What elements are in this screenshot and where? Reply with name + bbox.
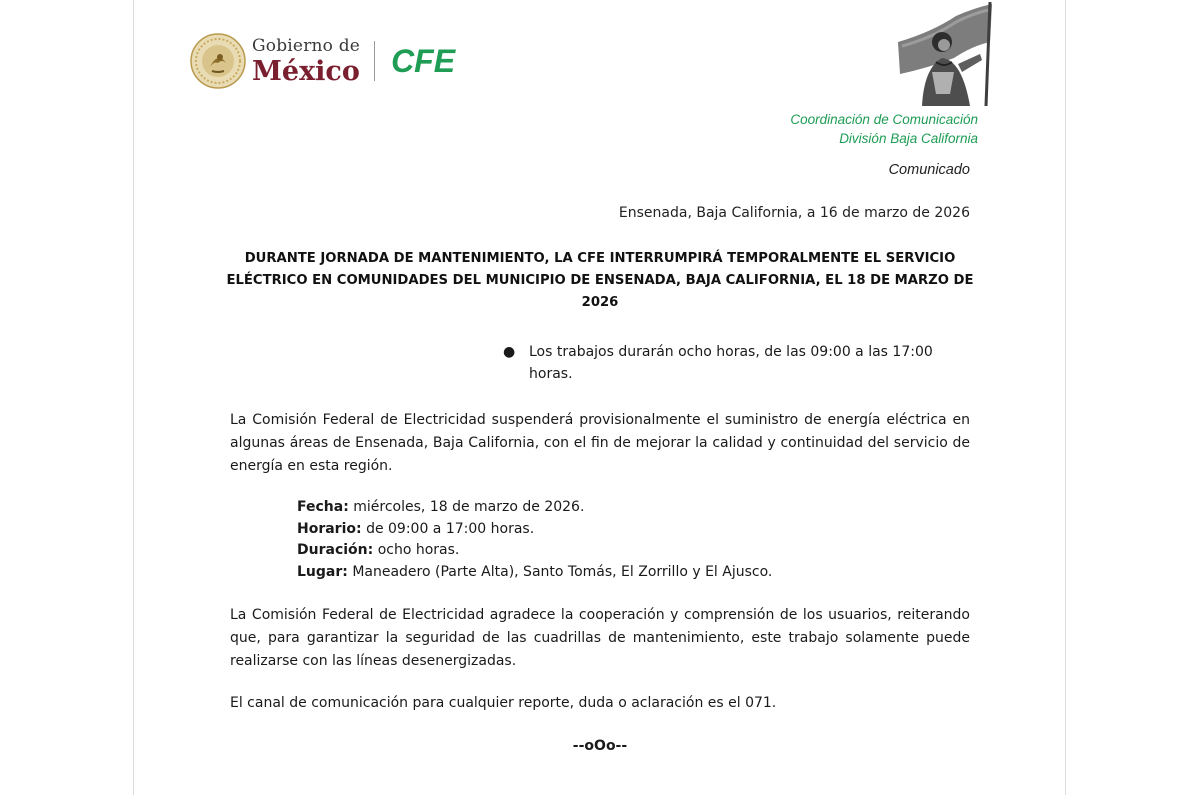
- closing-mark: --oOo--: [572, 738, 628, 754]
- detail-horario-value: de 09:00 a 17:00 horas.: [366, 520, 535, 537]
- mexican-seal-icon: [190, 33, 246, 89]
- office-line-2: División Baja California: [839, 131, 978, 146]
- detail-lugar-value: Maneadero (Parte Alta), Santo Tomás, El Zorrillo y El Ajusco.: [352, 563, 773, 580]
- detail-horario-label: Horario:: [297, 520, 362, 537]
- page-edge-right: [1065, 0, 1066, 795]
- detail-fecha-label: Fecha:: [297, 499, 349, 515]
- cfe-logo: CFE: [391, 42, 456, 79]
- detail-duracion-label: Duración:: [297, 542, 374, 558]
- detail-fecha: [297, 497, 772, 519]
- detail-horario: [297, 519, 772, 541]
- press-release-headline: DURANTE JORNADA DE MANTENIMIENTO, LA CFE INTERRUMPIRÁ TEMPORALMENTE EL SERVICIO ELÉCTRICO EN COMUNIDADES DEL MUNICIPIO DE ENSENADA, BAJA CALIFORNIA, EL 18 DE MARZO DE 2026: [226, 251, 974, 310]
- office-block: [790, 110, 978, 148]
- page-edge-left: [133, 0, 134, 795]
- mexico-label: México: [252, 55, 360, 87]
- heroine-flag-icon: [892, 2, 998, 106]
- summary-bullet-text: Los trabajos durarán ocho horas, de las 09:00 a las 17:00 horas.: [529, 344, 933, 382]
- contact-paragraph: El canal de comunicación para cualquier reporte, duda o aclaración es el 071.: [230, 695, 777, 711]
- summary-bullet: [503, 341, 973, 385]
- office-line-1: Coordinación de Comunicación: [790, 112, 978, 127]
- intro-paragraph: La Comisión Federal de Electricidad suspenderá provisionalmente el suministro de energía eléctrica en algunas áreas de Ensenada, Baja California, con el fin de mejorar la calidad y continuidad del servicio de energía en esta región.: [230, 412, 970, 474]
- detail-lugar: [297, 562, 772, 584]
- bullet-dot-icon: ●: [503, 344, 516, 360]
- gobierno-wordmark: [252, 35, 361, 87]
- detail-duracion-value: ocho horas.: [377, 542, 460, 558]
- detail-fecha-value: miércoles, 18 de marzo de 2026.: [353, 499, 585, 515]
- dateline: Ensenada, Baja California, a 16 de marzo de 2026: [618, 205, 970, 221]
- gobierno-label: Gobierno de: [252, 35, 361, 56]
- thanks-paragraph: La Comisión Federal de Electricidad agradece la cooperación y comprensión de los usuarios, reiterando que, para garantizar la seguridad de las cuadrillas de mantenimiento, este trabajo solamente puede realizarse con las líneas desenergizadas.: [230, 607, 970, 669]
- header-logos: [190, 33, 455, 89]
- outage-details: [297, 497, 772, 583]
- document-type: Comunicado: [888, 162, 970, 178]
- detail-lugar-label: Lugar:: [297, 563, 348, 580]
- logo-divider: [374, 41, 375, 81]
- detail-duracion: [297, 540, 772, 562]
